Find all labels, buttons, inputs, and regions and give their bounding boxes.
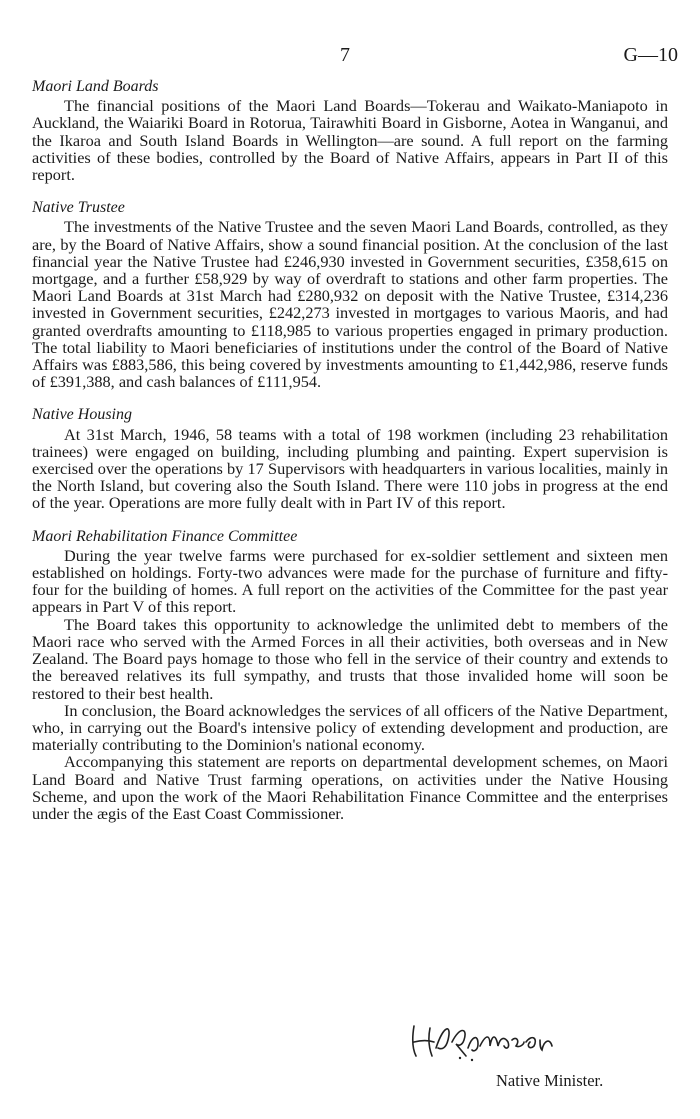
document-body	[32, 78, 668, 838]
handwritten-signature	[408, 1018, 608, 1068]
document-reference: G—10	[623, 44, 678, 66]
section-heading: Maori Land Boards	[32, 78, 159, 95]
paragraph: At 31st March, 1946, 58 teams with a total of 198 workmen (including 23 rehabilitation trainees) were engaged on building, including plumbing and painting. Expert supervision is exercised over the operations by 17 Supervisors with headquarters in various localities, mainly in the North Island, but covering also the South Island. There were 110 jobs in progress at the end of the year. Operations are more fully dealt with in Part IV of this report.	[32, 424, 668, 513]
paragraph: The investments of the Native Trustee and the seven Maori Land Boards, controlled, as they are, by the Board of Native Affairs, show a sound financial position. At the conclusion of the last financial year the Native Trustee had £246,930 invested in Government securities, £358,615 on mortgage, and a further £58,929 by way of overdraft to stations and other farm properties. The Maori Land Boards at 31st March had £280,932 on deposit with the Native Trustee, £314,236 invested in Government securities, £242,273 invested in mortgages to various Maoris, and had granted overdrafts amounting to £118,985 to various properties engaged in primary production. The total liability to Maori beneficiaries of institutions under the control of the Board of Native Affairs was £883,586, this being covered by investments amounting to £1,442,986, reserve funds of £391,388, and cash balances of £111,954.	[32, 217, 668, 392]
section-heading: Maori Rehabilitation Finance Committee	[32, 527, 298, 545]
section-heading: Native Housing	[32, 406, 132, 424]
section-native-trustee	[32, 199, 668, 390]
page-number: 7	[340, 44, 350, 66]
section-native-housing	[32, 406, 668, 511]
paragraph: The Board takes this opportunity to acknowledge the unlimited debt to members of the Maori race who served with the Armed Forces in all their activities, both overseas and in New Zealand. The Board pays homage to those who fell in the service of their country and extends to the bereaved relatives its full sympathy, and trusts that those invalided home will soon be restored to their best health.	[32, 614, 668, 703]
section-heading: Native Trustee	[32, 199, 125, 217]
section-maori-rehabilitation	[32, 528, 668, 822]
section-maori-land-boards	[32, 78, 668, 183]
paragraph: Accompanying this statement are reports on departmental development schemes, on Maori Land Board and Native Trust farming operations, on activities under the Native Housing Scheme, and upon the work of the Maori Rehabilitation Finance Committee and the enterprises under the ægis of the East Coast Commissioner.	[32, 752, 668, 823]
paragraph: The financial positions of the Maori Land Boards—Tokerau and Waikato-Maniapoto in Auckland, the Waiariki Board in Rotorua, Tairawhiti Board in Gisborne, Aotea in Wanganui, and the Ikaroa and South Island Boards in Wellington—are sound. A full report on the farming activities of these bodies, controlled by the Board of Native Affairs, appears in Part II of this report.	[32, 96, 668, 185]
paragraph: During the year twelve farms were purchased for ex-soldier settlement and sixteen men established on holdings. Forty-two advances were made for the purchase of furniture and fifty-four for the building of homes. A full report on the activities of the Committee for the past year appears in Part V of this report.	[32, 545, 668, 617]
signatory-title: Native Minister.	[496, 1071, 604, 1090]
paragraph: In conclusion, the Board acknowledges the services of all officers of the Native Department, who, in carrying out the Board's intensive policy of extending development and production, are materially contributing to the Dominion's national economy.	[32, 700, 668, 755]
